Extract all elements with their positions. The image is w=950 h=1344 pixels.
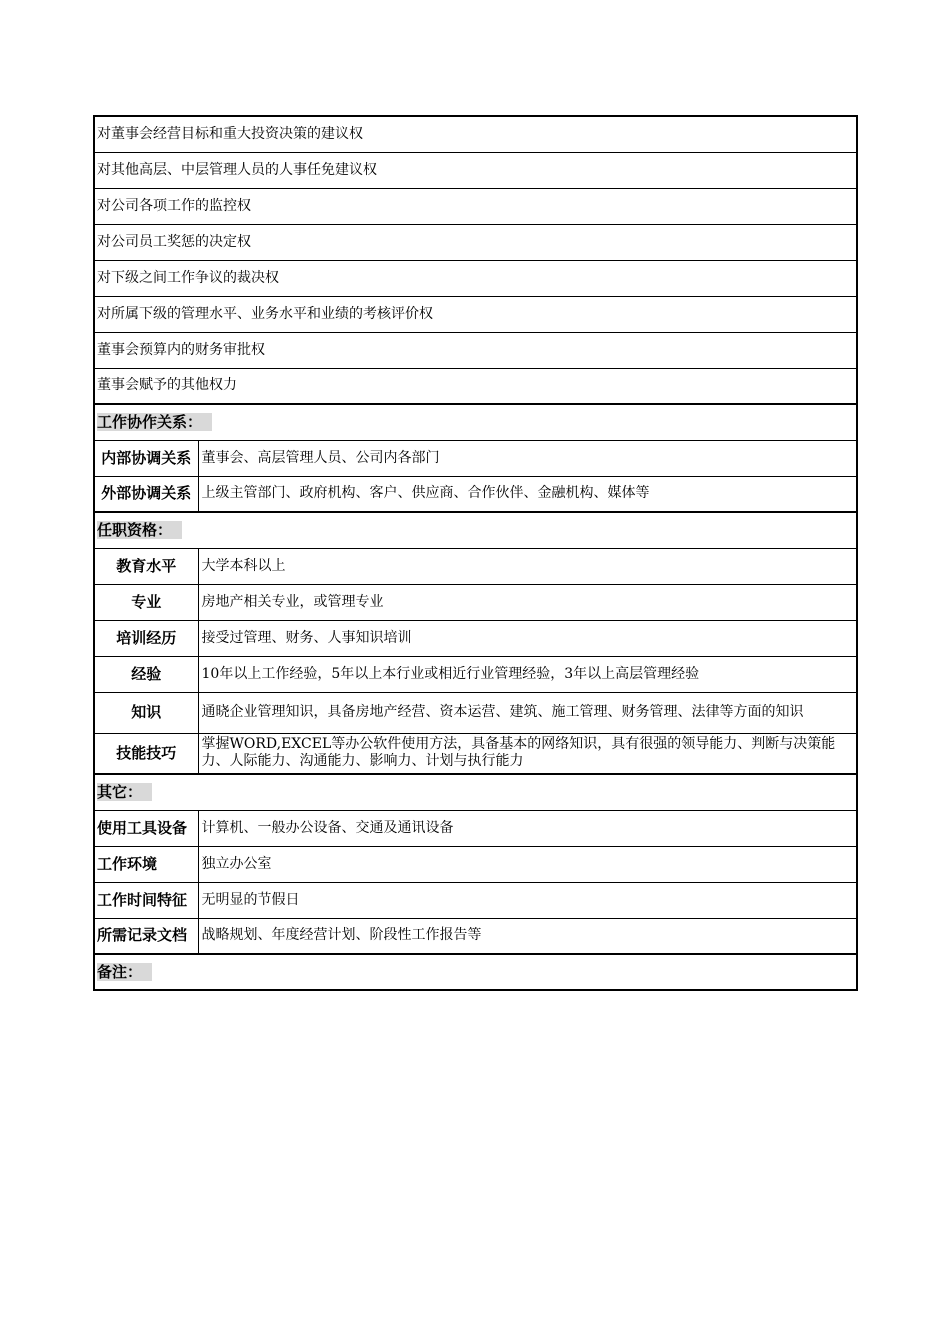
- row-label: 内部协调关系: [94, 440, 198, 476]
- authority-item: 董事会赋予的其他权力: [94, 368, 857, 404]
- row-label: 使用工具设备: [94, 810, 198, 846]
- other-section-header: [94, 774, 857, 810]
- remarks-section-header: [94, 954, 857, 990]
- row-label: 经验: [94, 656, 198, 692]
- authority-item: 对公司各项工作的监控权: [94, 188, 857, 224]
- other-row: [94, 882, 857, 918]
- other-row: [94, 810, 857, 846]
- authority-item: 对其他高层、中层管理人员的人事任免建议权: [94, 152, 857, 188]
- row-label: 外部协调关系: [94, 476, 198, 512]
- qualification-row: [94, 548, 857, 584]
- row-value: 无明显的节假日: [198, 882, 857, 918]
- qualification-row: [94, 620, 857, 656]
- section-heading: 工作协作关系：: [97, 413, 212, 431]
- row-value: 房地产相关专业，或管理专业: [198, 584, 857, 620]
- row-label: 工作环境: [94, 846, 198, 882]
- authority-row: [94, 152, 857, 188]
- row-label: 培训经历: [94, 620, 198, 656]
- row-value: 掌握WORD,EXCEL等办公软件使用方法，具备基本的网络知识，具有很强的领导能力、判断与决策能力、人际能力、沟通能力、影响力、计划与执行能力: [198, 733, 857, 774]
- row-label: 工作时间特征: [94, 882, 198, 918]
- row-value: 接受过管理、财务、人事知识培训: [198, 620, 857, 656]
- other-row: [94, 846, 857, 882]
- row-label: 专业: [94, 584, 198, 620]
- qualifications-section-header: [94, 512, 857, 548]
- section-heading: 任职资格：: [97, 521, 182, 539]
- row-value: 通晓企业管理知识，具备房地产经营、资本运营、建筑、施工管理、财务管理、法律等方面的知识: [198, 692, 857, 733]
- row-value: 上级主管部门、政府机构、客户、供应商、合作伙伴、金融机构、媒体等: [198, 476, 857, 512]
- row-value: 战略规划、年度经营计划、阶段性工作报告等: [198, 918, 857, 954]
- collaboration-row: [94, 476, 857, 512]
- row-value: 计算机、一般办公设备、交通及通讯设备: [198, 810, 857, 846]
- authority-row: [94, 332, 857, 368]
- authority-row: [94, 296, 857, 332]
- authority-item: 对公司员工奖惩的决定权: [94, 224, 857, 260]
- row-value: 独立办公室: [198, 846, 857, 882]
- authority-item: 对董事会经营目标和重大投资决策的建议权: [94, 116, 857, 152]
- section-heading: 其它：: [97, 783, 152, 801]
- authority-item: 对下级之间工作争议的裁决权: [94, 260, 857, 296]
- row-value: 董事会、高层管理人员、公司内各部门: [198, 440, 857, 476]
- row-value: 大学本科以上: [198, 548, 857, 584]
- row-label: 知识: [94, 692, 198, 733]
- authority-row: [94, 368, 857, 404]
- section-heading: 备注：: [97, 963, 152, 981]
- authority-row: [94, 116, 857, 152]
- other-row: [94, 918, 857, 954]
- authority-item: 对所属下级的管理水平、业务水平和业绩的考核评价权: [94, 296, 857, 332]
- collaboration-row: [94, 440, 857, 476]
- qualification-row: [94, 733, 857, 774]
- authority-row: [94, 260, 857, 296]
- authority-row: [94, 224, 857, 260]
- collaboration-section-header: [94, 404, 857, 440]
- authority-item: 董事会预算内的财务审批权: [94, 332, 857, 368]
- row-label: 教育水平: [94, 548, 198, 584]
- qualification-row: [94, 656, 857, 692]
- qualification-row: [94, 584, 857, 620]
- row-label: 所需记录文档: [94, 918, 198, 954]
- job-description-table: [93, 115, 858, 991]
- row-value: 10年以上工作经验，5年以上本行业或相近行业管理经验，3年以上高层管理经验: [198, 656, 857, 692]
- authority-row: [94, 188, 857, 224]
- qualification-row: [94, 692, 857, 733]
- job-description-document: [93, 115, 858, 991]
- row-label: 技能技巧: [94, 733, 198, 774]
